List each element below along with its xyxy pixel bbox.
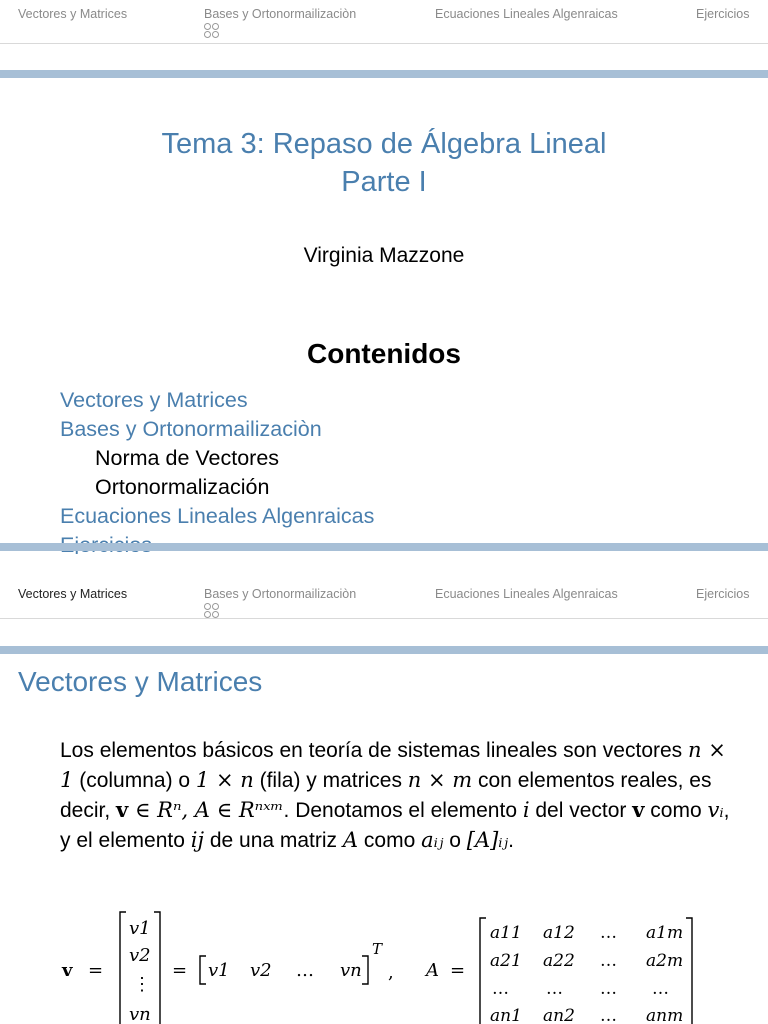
- matrix-entry: an1: [490, 1006, 522, 1024]
- divider: [0, 618, 768, 619]
- nav-vectores[interactable]: Vectores y Matrices: [18, 587, 128, 601]
- toc-subitem-norma[interactable]: Norma de Vectores: [95, 446, 280, 470]
- text-segment: como: [644, 799, 708, 822]
- matrix-entry: an2: [543, 1006, 575, 1024]
- math-inline: v: [116, 797, 129, 822]
- divider: [0, 43, 768, 44]
- matrix-entry: …: [600, 979, 617, 999]
- matrix-entry: a21: [490, 951, 522, 971]
- contents-heading: Contenidos: [307, 338, 461, 369]
- nav-ejercicios[interactable]: Ejercicios: [696, 7, 750, 21]
- text-segment: de una matriz: [203, 828, 343, 852]
- frame-title: Vectores y Matrices: [18, 666, 263, 697]
- matrix-entry: a12: [543, 923, 575, 943]
- eq-v-label: v: [62, 960, 73, 981]
- matrix-entry: a11: [490, 923, 522, 943]
- text-segment: o: [443, 828, 467, 852]
- eq-equals: =: [450, 960, 466, 981]
- header-band: [0, 70, 768, 78]
- math-inline: n × m: [407, 767, 473, 792]
- matrix-entry: …: [546, 979, 563, 999]
- author-name: Virginia Mazzone: [303, 244, 465, 267]
- matrix-entry: anm: [646, 1006, 684, 1024]
- math-inline: aᵢⱼ: [421, 827, 444, 852]
- text-segment: como: [358, 828, 422, 852]
- dot-icon[interactable]: [212, 603, 219, 610]
- nav-ecuaciones[interactable]: Ecuaciones Lineales Algenraicas: [435, 7, 618, 21]
- left-bracket: [200, 956, 206, 984]
- eq-equals: =: [172, 960, 188, 981]
- transpose-mark: T: [372, 940, 383, 958]
- presentation-title: Tema 3: Repaso de Álgebra Lineal: [161, 128, 607, 160]
- matrix-entry: …: [652, 979, 669, 999]
- dot-icon[interactable]: [212, 611, 219, 618]
- matrix-entry: …: [600, 951, 617, 971]
- math-inline: vᵢ: [707, 798, 724, 822]
- text-segment: .: [508, 828, 514, 852]
- eq-equals: =: [88, 960, 104, 981]
- nav-bases[interactable]: Bases y Ortonormailizaciòn: [204, 7, 357, 21]
- col-entry: v1: [129, 918, 151, 939]
- matrix-entry: …: [600, 923, 617, 943]
- body-paragraph: [60, 736, 740, 855]
- col-entry: vn: [129, 1004, 151, 1024]
- dot-icon[interactable]: [204, 611, 211, 618]
- presentation-subtitle: Parte I: [341, 166, 427, 198]
- row-entry: …: [296, 960, 314, 981]
- subsection-dots[interactable]: [204, 22, 224, 38]
- dot-icon[interactable]: [204, 31, 211, 38]
- row-entry: v1: [208, 960, 230, 981]
- left-bracket: [120, 912, 126, 1024]
- right-bracket: [686, 918, 692, 1024]
- math-inline: 1 × n: [195, 767, 254, 792]
- matrix-entry: …: [600, 1006, 617, 1024]
- math-inline: ∈ Rⁿ, A ∈ Rⁿˣᵐ: [128, 798, 284, 822]
- left-bracket: [480, 918, 486, 1024]
- nav-bar: [0, 580, 768, 620]
- toc-subitem-ortonormalizacion[interactable]: Ortonormalización: [95, 475, 270, 499]
- text-segment: (columna) o: [73, 768, 196, 792]
- dot-icon[interactable]: [204, 603, 211, 610]
- toc-item-bases[interactable]: Bases y Ortonormailizaciòn: [60, 417, 322, 441]
- text-segment: , y el elemento: [60, 799, 730, 852]
- toc-item-ecuaciones[interactable]: Ecuaciones Lineales Algenraicas: [60, 504, 375, 528]
- nav-ejercicios[interactable]: Ejercicios: [696, 587, 750, 601]
- row-entry: v2: [250, 960, 272, 981]
- right-bracket: [362, 956, 368, 984]
- text-segment: del vector: [529, 799, 633, 822]
- text-segment: (fila) y matrices: [253, 768, 408, 792]
- subsection-dots[interactable]: [204, 602, 224, 618]
- math-inline: ij: [190, 827, 204, 852]
- nav-bases[interactable]: Bases y Ortonormailizaciòn: [204, 587, 357, 601]
- matrix-entry: …: [492, 979, 509, 999]
- right-bracket: [154, 912, 160, 1024]
- math-inline: A: [342, 827, 359, 852]
- eq-a-label: A: [426, 960, 439, 981]
- text-segment: Los elementos básicos en teoría de sistemas lineales son vectores: [60, 739, 689, 762]
- nav-bar: [0, 0, 768, 40]
- eq-comma: ,: [388, 962, 394, 983]
- text-segment: . Denotamos el elemento: [283, 799, 523, 822]
- math-inline: n × 1: [60, 738, 726, 792]
- footer-band: [0, 543, 768, 551]
- matrix-entry: a22: [543, 951, 575, 971]
- matrix-entry: a2m: [646, 951, 684, 971]
- content-slide: [0, 554, 768, 1024]
- nav-vectores[interactable]: Vectores y Matrices: [18, 7, 128, 21]
- header-band: [0, 646, 768, 654]
- toc-item-vectores[interactable]: Vectores y Matrices: [60, 388, 248, 412]
- math-inline: i: [522, 798, 530, 822]
- col-entry: ⋮: [133, 974, 151, 995]
- table-of-contents: [60, 386, 374, 554]
- text-segment: con elementos reales, es decir,: [60, 768, 712, 822]
- dot-icon[interactable]: [212, 23, 219, 30]
- math-inline: [A]ᵢⱼ: [466, 827, 509, 852]
- nav-ecuaciones[interactable]: Ecuaciones Lineales Algenraicas: [435, 587, 618, 601]
- vector-matrix-equation: [60, 904, 760, 1024]
- matrix-entry: a1m: [646, 923, 684, 943]
- dot-icon[interactable]: [204, 23, 211, 30]
- row-entry: vn: [340, 960, 362, 981]
- col-entry: v2: [129, 945, 151, 966]
- dot-icon[interactable]: [212, 31, 219, 38]
- math-inline: v: [632, 797, 645, 822]
